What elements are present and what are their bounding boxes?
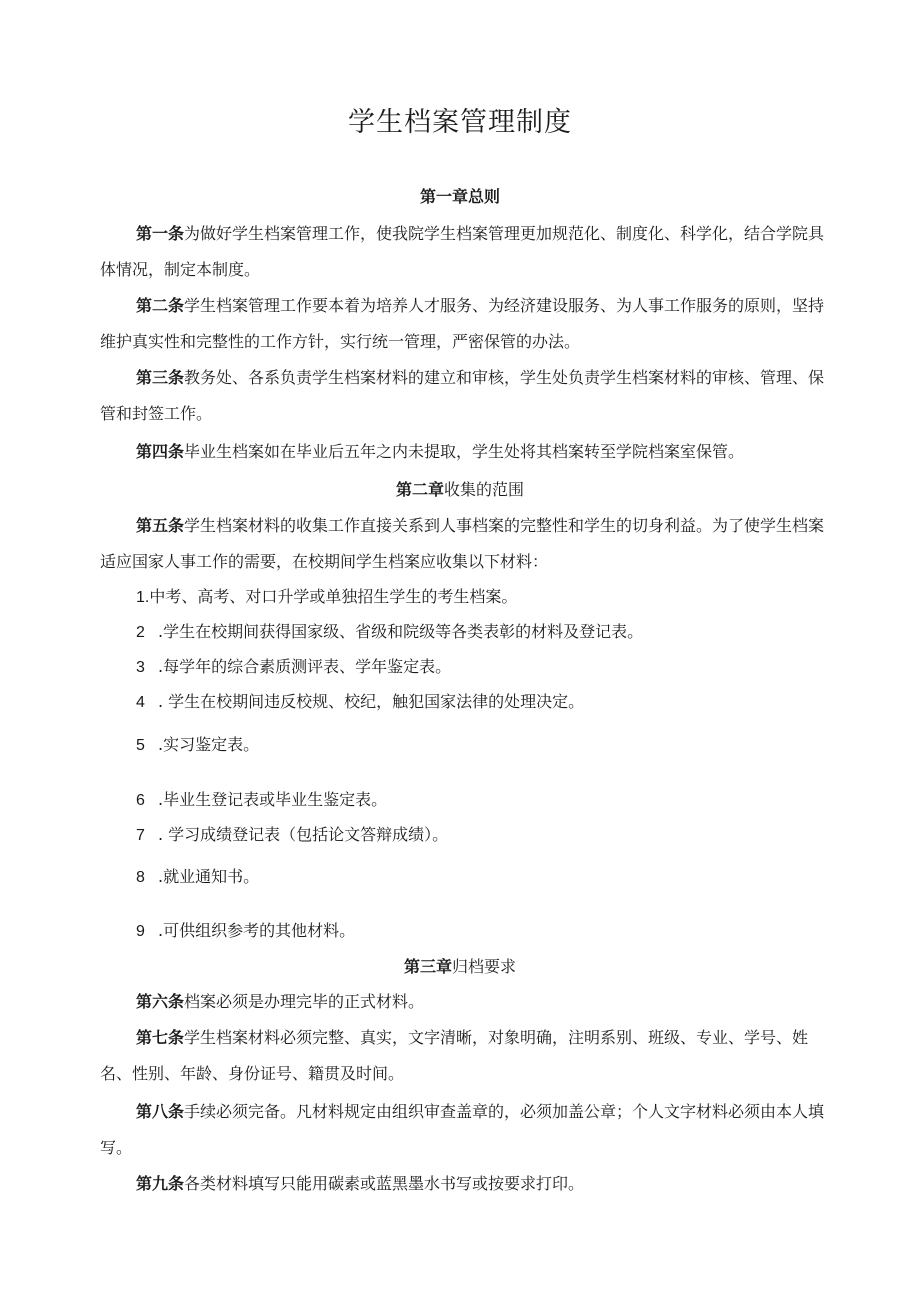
article-text: 各类材料填写只能用碳素或蓝黑墨水书写或按要求打印。 — [184, 1174, 585, 1193]
list-item — [136, 734, 836, 757]
chapter-label: 第三章 — [403, 957, 452, 976]
list-item-number: 5 — [136, 737, 145, 754]
article-paragraph — [100, 288, 835, 360]
list-item-text: .学生在校期间获得国家级、省级和院级等各类表彰的材料及登记表。 — [158, 622, 644, 641]
chapter-label: 第二章 — [395, 480, 444, 499]
chapter-name: 归档要求 — [452, 957, 517, 976]
list-item-number: 7 — [136, 827, 145, 844]
list-item-number: 6 — [136, 792, 145, 809]
article-text: 档案必须是办理完毕的正式材料。 — [184, 992, 425, 1011]
list-item — [136, 920, 836, 943]
list-item-text: 中考、高考、对口升学或单独招生学生的考生档案。 — [149, 587, 518, 606]
list-item-text: . 学习成绩登记表（包括论文答辩成绩）。 — [158, 825, 449, 844]
article-text: 学生档案材料的收集工作直接关系到人事档案的完整性和学生的切身利益。为了使学生档案适应国家人事工作的需要，在校期间学生档案应收集以下材料： — [100, 516, 825, 571]
chapter-heading — [0, 186, 920, 208]
list-item-number: 2 — [136, 624, 145, 641]
chapter-name: 收集的范围 — [444, 480, 525, 499]
list-item-text: .可供组织参考的其他材料。 — [158, 921, 356, 940]
article-paragraph — [100, 1166, 835, 1202]
article-text: 教务处、各系负责学生档案材料的建立和审核，学生处负责学生档案材料的审核、管理、保管和封签工作。 — [100, 368, 825, 423]
article-text: 毕业生档案如在毕业后五年之内未提取，学生处将其档案转至学院档案室保管。 — [184, 442, 745, 461]
article-paragraph — [100, 216, 835, 288]
list-item-number: 9 — [136, 923, 145, 940]
list-item-number: 1. — [136, 589, 150, 606]
list-item — [136, 586, 836, 609]
article-label: 第九条 — [136, 1174, 185, 1193]
article-paragraph — [100, 1020, 835, 1092]
list-item-text: .就业通知书。 — [158, 867, 260, 886]
article-label: 第四条 — [136, 442, 185, 461]
chapter-name: 总则 — [468, 187, 501, 206]
list-item — [136, 824, 836, 847]
list-item — [136, 691, 836, 714]
list-item-text: .每学年的综合素质测评表、学年鉴定表。 — [158, 657, 452, 676]
list-item — [136, 866, 836, 889]
list-item-text: .实习鉴定表。 — [158, 735, 260, 754]
article-label: 第二条 — [136, 296, 185, 315]
list-item-number: 4 — [136, 694, 145, 711]
chapter-heading — [0, 479, 920, 501]
list-item — [136, 656, 836, 679]
article-paragraph — [100, 1094, 835, 1166]
article-text: 学生档案材料必须完整、真实，文字清晰，对象明确，注明系别、班级、专业、学号、姓名、性别、年龄、身份证号、籍贯及时间。 — [100, 1028, 809, 1083]
article-paragraph — [100, 508, 835, 580]
article-paragraph — [100, 360, 835, 432]
list-item — [136, 621, 836, 644]
chapter-heading — [0, 956, 920, 978]
article-label: 第八条 — [136, 1102, 185, 1121]
article-label: 第五条 — [136, 516, 185, 535]
article-label: 第三条 — [136, 368, 185, 387]
article-paragraph — [100, 434, 835, 470]
list-item-text: . 学生在校期间违反校规、校纪，触犯国家法律的处理决定。 — [158, 692, 585, 711]
article-text: 学生档案管理工作要本着为培养人才服务、为经济建设服务、为人事工作服务的原则，坚持维护真实性和完整性的工作方针，实行统一管理，严密保管的办法。 — [100, 296, 825, 351]
article-label: 第六条 — [136, 992, 185, 1011]
article-text: 为做好学生档案管理工作，使我院学生档案管理更加规范化、制度化、科学化，结合学院具体情况，制定本制度。 — [100, 224, 825, 279]
article-text: 手续必须完备。凡材料规定由组织审查盖章的，必须加盖公章；个人文字材料必须由本人填写。 — [100, 1102, 825, 1157]
document-title: 学生档案管理制度 — [348, 107, 572, 138]
article-label: 第七条 — [136, 1028, 185, 1047]
article-paragraph — [100, 984, 835, 1020]
article-label: 第一条 — [136, 224, 185, 243]
chapter-label: 第一章 — [419, 187, 468, 206]
list-item-number: 3 — [136, 659, 145, 676]
list-item-text: .毕业生登记表或毕业生鉴定表。 — [158, 790, 388, 809]
list-item-number: 8 — [136, 869, 145, 886]
list-item — [136, 789, 836, 812]
